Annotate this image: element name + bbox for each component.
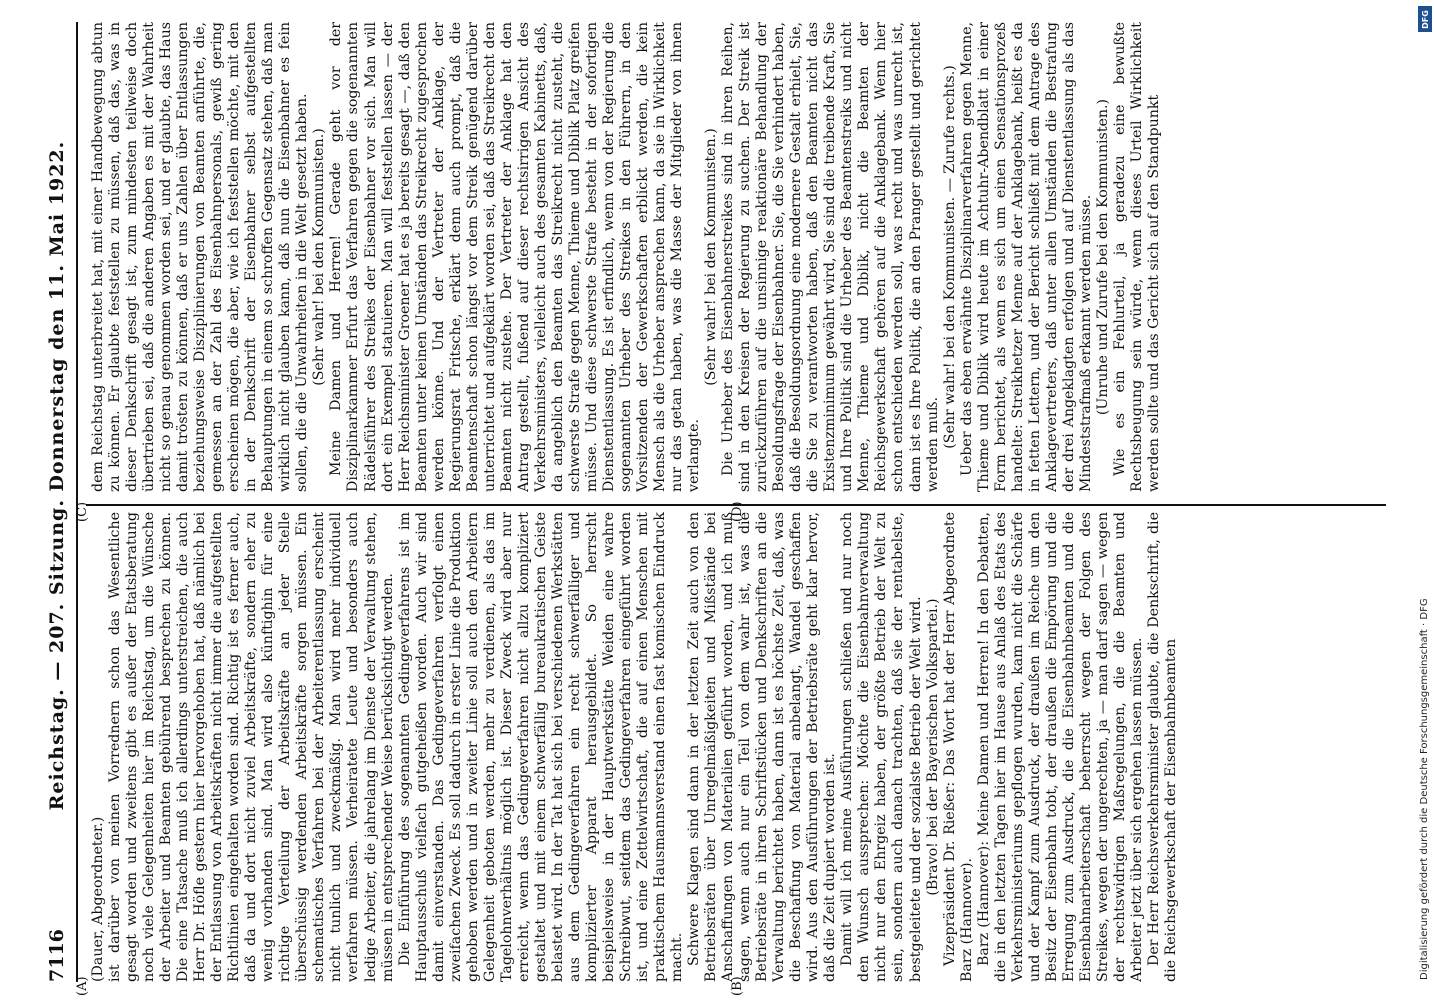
- margin-mark-d: (D): [730, 501, 745, 522]
- paragraph: Wie es ein Fehlurteil, ja geradezu eine bewußte Rechtsbeugung sein würde, wenn dieses Urteil Wirklichkeit werden sollte und das Gericht sich auf den Standpunkt: [1111, 22, 1162, 492]
- paragraph: Ueber das eben erwähnte Disziplinarverfahren gegen Menne, Thieme und Diblik wird heute im Achtuhr-Abendblatt in einer Form berichtet, als wenn es sich um einen Sensationsprozeß handelte: Streikhetzer Menne auf der Anklagebank, heißt es da in fetten Lettern, und der Bericht schließt mit dem Antrage des Anklagevertreters, daß unter allen Umständen die Bestrafung der drei Angeklagten erfolgen und auf Dienstentlassung als das Mindeststrafmaß erkannt werden müsse.: [958, 22, 1094, 492]
- paragraph: Barz (Hannover): Meine Damen und Herren! In den Debatten, die in den letzten Tagen hier im Hause aus Anlaß des Etats des Verkehrsministeriums gepflogen wurden, kam nicht die Schärfe und der Kampf zum Ausdruck, der draußen im Reiche um den Besitz der Eisenbahn tobt, der draußen die Empörung und die Erregung zum Ausdruck, die die Eisenbahnbeamten und die Eisenbahnarbeiterschaft beherrscht wegen der Folgen des Streikes, wegen der ungerechten, ja — man darf sagen — wegen der rechtswidrigen Maßregelungen, die die Beamten und Arbeiter jetzt über sich ergehen lassen müssen.: [975, 512, 1145, 982]
- margin-mark-b: (B): [730, 976, 745, 996]
- page-number: 7116: [46, 929, 68, 982]
- running-head: [38, 22, 78, 982]
- paragraph: Der Herr Reichsverkehrsminister glaubte, die Denkschrift, die die Reichsgewerkschaft der Eisenbahnbeamten: [1145, 512, 1179, 982]
- margin-mark-a: (A): [75, 976, 90, 996]
- dfg-logo: DFG: [1418, 6, 1432, 32]
- applause-note: (Sehr wahr! bei den Kommunisten.): [703, 128, 720, 386]
- page-title: Reichstag. — 207. Sitzung. Donnerstag den 11. Mai 1922.: [46, 140, 68, 811]
- applause-note: (Sehr wahr! bei den Kommunisten. — Zurufe rechts.): [941, 65, 958, 449]
- paragraph: Damit will ich meine Ausführungen schließen und nur noch den Wunsch aussprechen: Möchte die Eisenbahnverwaltung nicht nur den Ehrgeiz haben, der größte Betrieb der Welt zu sein, sondern auch danach trachten, daß sie der rentabelste, bestgeleitete und der sozialste Betrieb der Welt wird.: [839, 512, 924, 982]
- rotated-document-page: [30, 0, 1402, 1000]
- paragraph: Meine Damen und Herren! Gerade geht vor der Disziplinarkammer Erfurt das Verfahren gegen die sogenannten Rädelsführer des Streikes der Eisenbahner vor sich. Man will dort ein Exempel statuieren. Man will feststellen lassen — der Herr Reichsminister Groener hat es ja bereits gesagt —, daß den Beamten unter keinen Umständen das Streikrecht zugesprochen werden könne. Und der Vertreter der Anklage, der Regierungsrat Fritsche, erklärt denn auch prompt, daß die Beamtenschaft schon längst vor dem Streik genügend darüber unterrichtet und aufgeklärt worden sei, daß das Streikrecht den Beamten nicht zustehe. Der Vertreter der Anklage hat den Antrag gestellt, fußend auf dieser rechtsirrigen Ansicht des Verkehrsministers, vielleicht auch des gesamten Kabinetts, daß, da angeblich den Beamten das Streikrecht nicht zusteht, die schwerste Strafe gegen Menne, Thieme und Diblik Platz greifen müsse. Und diese schwerste Strafe besteht in der sofortigen Dienstentlassung. Es ist erfindlich, wenn von der Regierung die sogenannten Urheber des Streikes in den Führern, in den Vorsitzenden der Gewerkschaften erblickt werden, die kein Mensch als die Urheber ansprechen kann, da sie in Wirklichkeit nur das getan haben, was die Masse der Mitglieder von ihnen verlangte.: [328, 22, 703, 492]
- applause-note: (Bravo! bei der Bayerischen Volkspartei.): [924, 598, 941, 896]
- speaker-continuation: (Dauer, Abgeordneter.): [90, 816, 106, 982]
- paragraph: dem Reichstag unterbreitet hat, mit einer Handbewegung abtun zu können. Er glaubte feststellen zu müssen, daß das, was in dieser Denkschrift gesagt ist, zum mindesten teilweise doch übertrieben sei, daß die anderen Angaben es mit der Wahrheit nicht so genau genommen worden sei, und er glaubte, das Haus damit trösten zu können, daß er uns Zahlen über Entlassungen beziehungsweise Disziplinierungen von Beamten anführte, die, gemessen an der Zahl des Eisenbahnpersonals, gewiß gering erscheinen mögen, die aber, wie ich feststellen möchte, mit den in der Denkschrift der Eisenbahner selbst aufgestellten Behauptungen in einem so schroffen Gegensatz stehen, daß man wirklich nicht glauben kann, daß nun die Eisenbahner es fein sollen, die die Unwahrheiten in die Welt gesetzt haben.: [90, 22, 311, 492]
- left-column: [90, 512, 1390, 982]
- credit-text: Digitalisierung gefördert durch die Deutsche Forschungsgemeinschaft · DFG: [1419, 598, 1430, 980]
- paragraph: Die Urheber des Eisenbahnerstreikes sind in ihren Reihen, sind in den Kreisen der Regierung zu suchen. Der Streik ist zurückzuführen auf die unsinnige reaktionäre Behandlung der Besoldungsfrage der Eisenbahner. Sie, die Sie verhindert haben, daß die Besoldungsordnung eine modernere Gestalt erhielt, Sie, die Sie zu verantworten haben, daß den Beamten nicht das Existenzminimum gewährt wird, Sie sind die treibende Kraft, Sie und Ihre Politik sind die Urheber des Beamtenstreiks und nicht Menne, Thieme und Diblik, nicht die Beamten der Reichsgewerkschaft gehören auf die Anklagebank. Wenn hier schon entschieden werden soll, was recht und was unrecht ist, dann ist es Ihre Politik, die an den Pranger gestellt und gerichtet werden muß.: [720, 22, 941, 492]
- right-column: [90, 22, 1390, 492]
- paragraph: ist darüber von meinen Vorrednern schon das Wesentliche gesagt worden und zweitens gibt es außer der Etatsberatung noch viele Gelegenheiten hier im Reichstag, um die Wünsche der Arbeiter und Beamten gebührend besprechen zu können. Die eine Tatsache muß ich allerdings unterstreichen, die auch Herr Dr. Höfle gestern hier hervorgehoben hat, daß nämlich bei der Entlassung von Arbeitskräften nicht immer die aufgestellten Richtlinien eingehalten worden sind. Richtig ist es ferner auch, daß da und dort nicht zuviel Arbeitskräfte, sondern eher zu wenig vorhanden sind. Man wird also künftighin für eine richtige Verteilung der Arbeitskräfte an jeder Stelle überschüssig werdenden Arbeitskräfte sorgen müssen. Ein schematisches Verfahren bei der Arbeiterentlassung erscheint nicht tunlich und zweckmäßig. Man wird mehr individuell verfahren müssen. Verheiratete Leute und besonders auch ledige Arbeiter, die jahrelang im Dienste der Verwaltung stehen, müssen in entsprechender Weise berücksichtigt werden.: [107, 512, 396, 982]
- paragraph: Vizepräsident Dr. Rießer: Das Wort hat der Herr Abgeordnete Barz (Hannover).: [941, 512, 975, 982]
- applause-note: (Unruhe und Zurufe bei den Kommunisten.): [1094, 98, 1111, 416]
- paragraph: Die Einführung des sogenannten Gedingeverfahrens ist im Hauptausschuß vielfach gutgeheißen worden. Auch wir sind damit einverstanden. Das Gedingeverfahren verfolgt einen zweifachen Zweck. Es soll dadurch in erster Linie die Produktion gehoben werden und in zweiter Linie soll auch den Arbeitern Gelegenheit geboten werden, mehr zu verdienen, als das im Tagelohnverhältnis möglich ist. Dieser Zweck wird aber nur erreicht, wenn das Gedingeverfahren nicht allzu kompliziert gestaltet und mit einem schwerfällig bureaukratischen Geiste belastet wird. In der Tat hat sich bei verschiedenen Werkstätten aus dem Gedingeverfahren ein recht schwerfälliger und komplizierter Apparat herausgebildet. So herrscht beispielsweise in der Hauptwerkstätte Weiden eine wahre Schreibwut, seitdem das Gedingeverfahren eingeführt worden ist, und eine Zettelwirtschaft, die auf einen Menschen mit praktischem Hausmannsverstand einen fast komischen Eindruck macht.: [396, 512, 686, 982]
- digitization-credit: [1418, 20, 1432, 980]
- paragraph: Schwere Klagen sind dann in der letzten Zeit auch von den Betriebsräten über Unregelmäßigkeiten und Mißstände bei Anschaffungen von Materialien geführt worden, und ich muß sagen, wenn auch nur ein Teil von dem wahr ist, was die Betriebsräte in ihren Schriftstücken und Denkschriften an die Verwaltung berichtet haben, dann ist es höchste Zeit, daß, was die Beschaffung von Material anbelangt, Wandel geschaffen wird. Aus den Ausführungen der Betriebsräte geht klar hervor, daß die Zeit dupiert worden ist.: [686, 512, 839, 982]
- applause-note: (Sehr wahr! bei den Kommunisten.): [311, 128, 328, 386]
- margin-mark-c: (C): [75, 501, 90, 522]
